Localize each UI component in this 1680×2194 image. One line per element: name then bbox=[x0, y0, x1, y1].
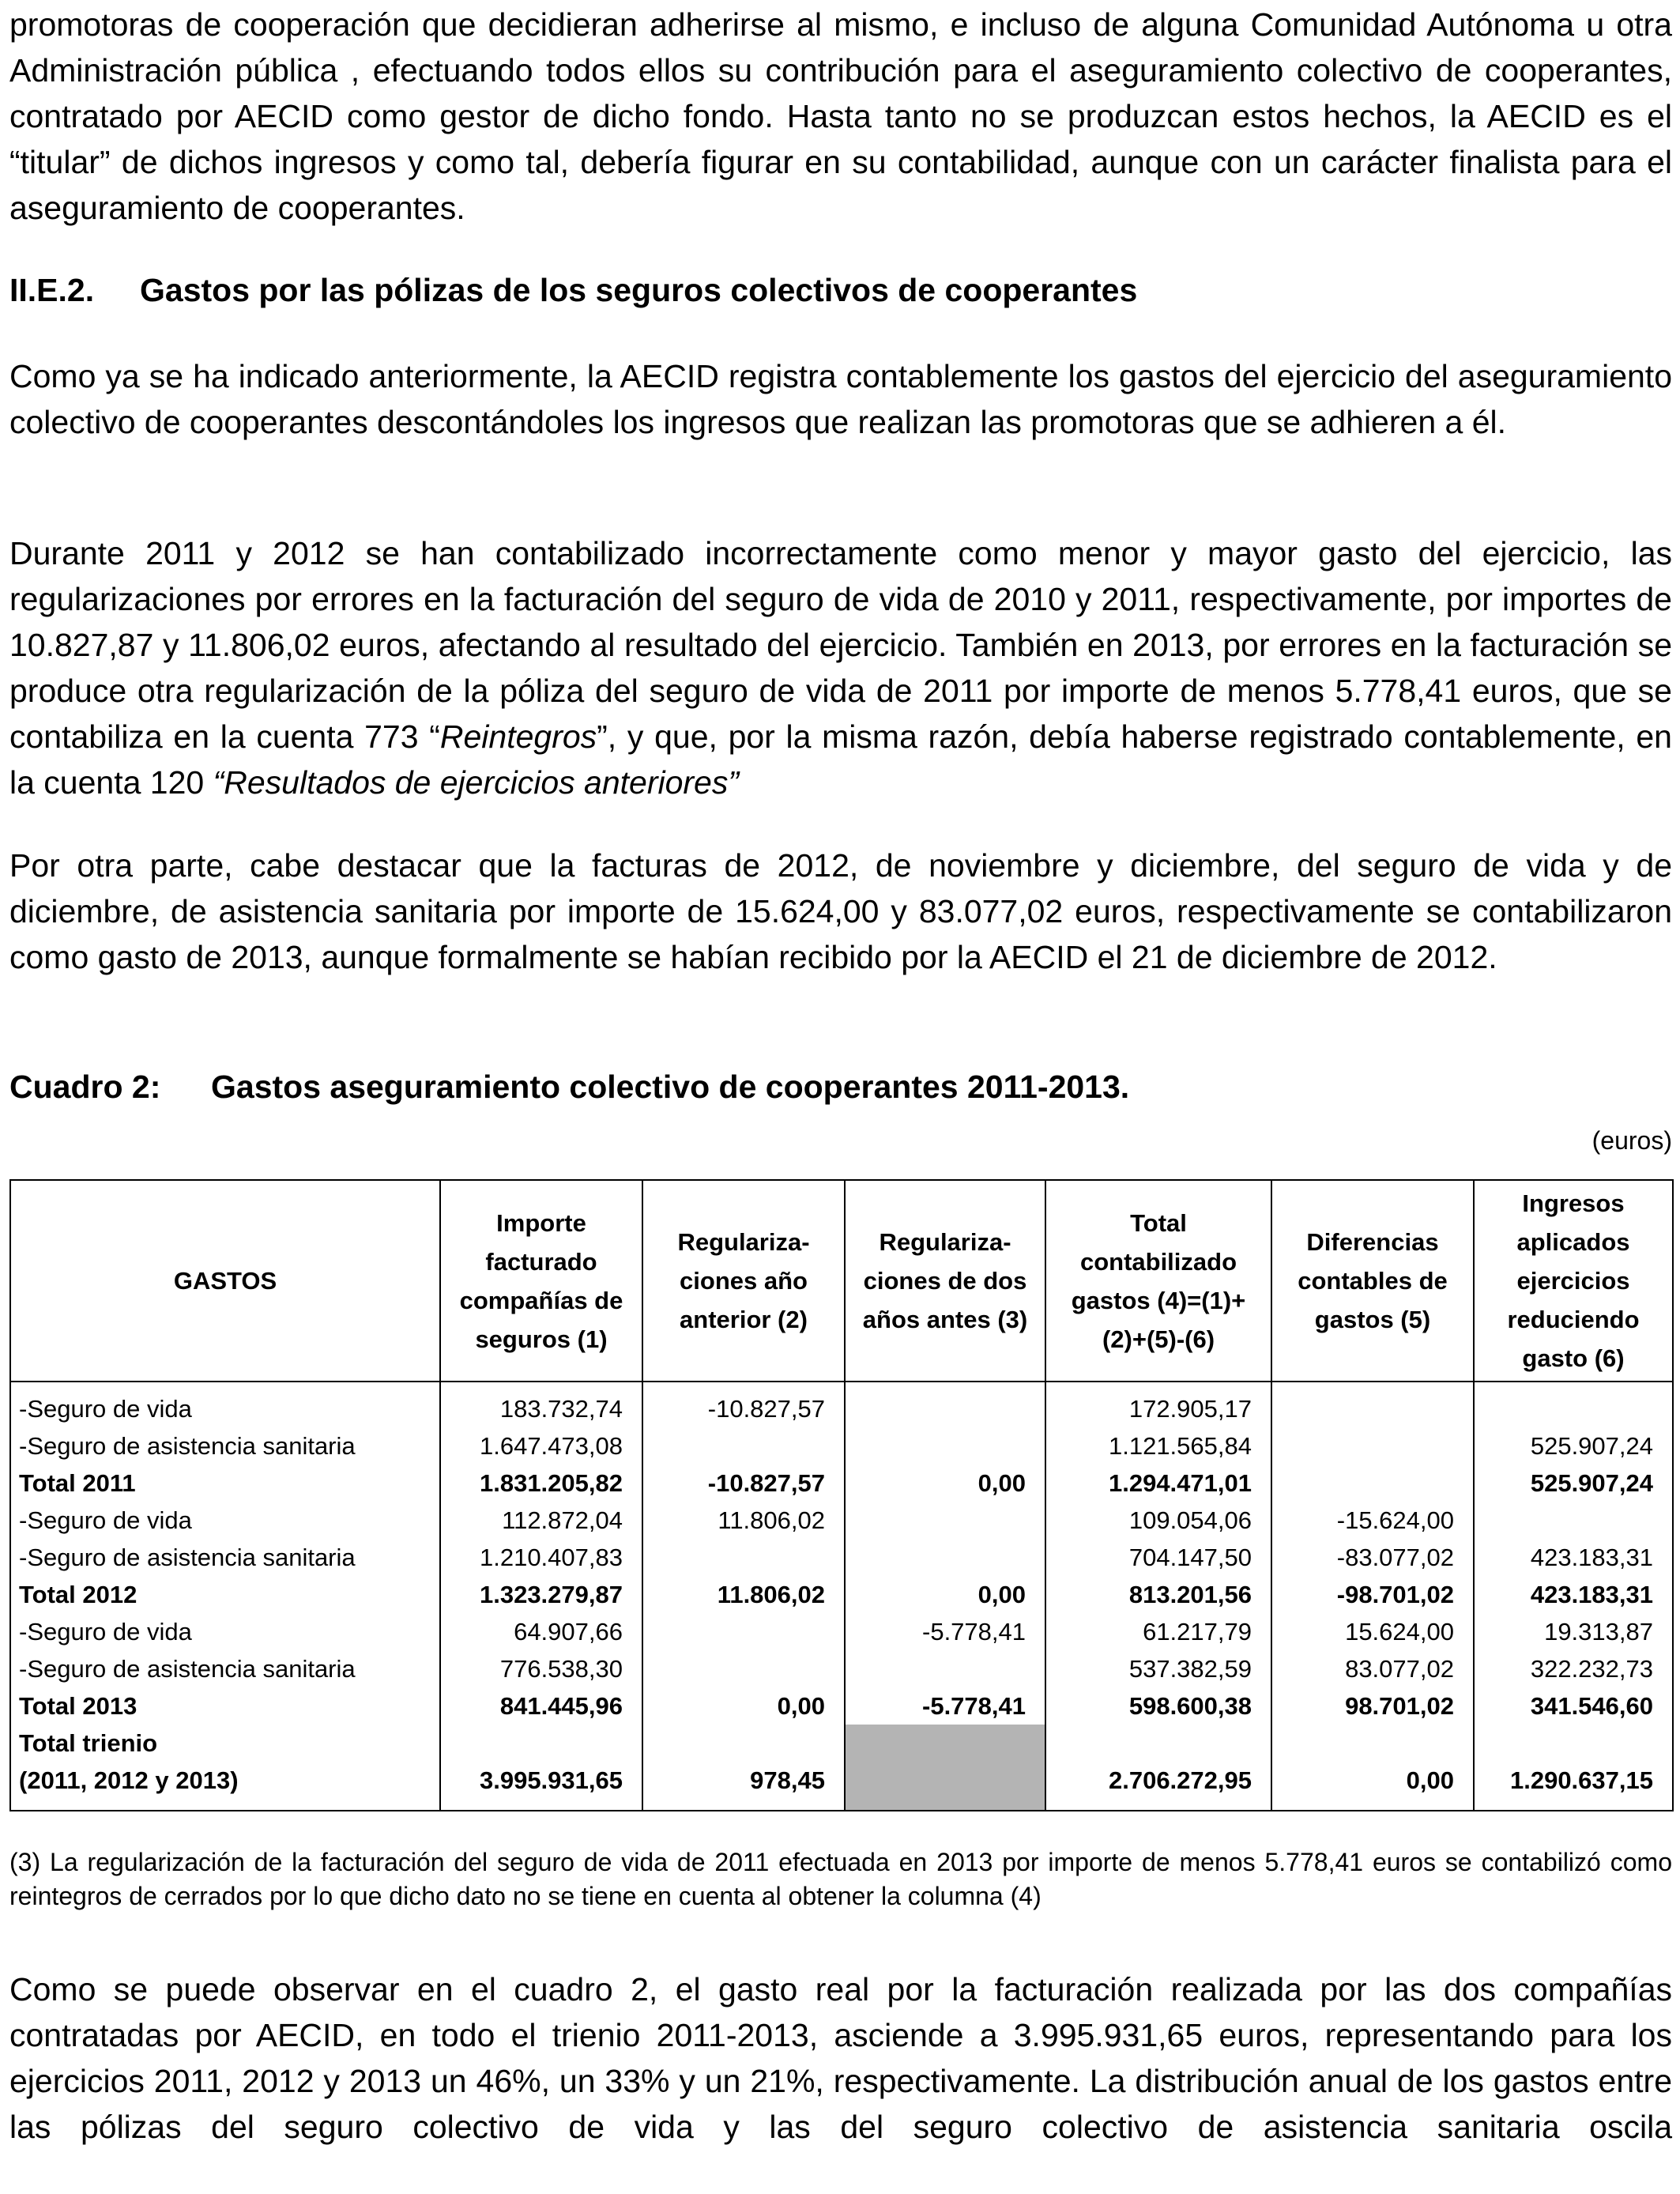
paragraph-regularizaciones bbox=[9, 530, 1672, 805]
cell-reg-anterior bbox=[642, 1539, 845, 1576]
table-footnote: (3) La regularización de la facturación del seguro de vida de 2011 efectuada en 2013 por importe de menos 5.778,41 euros se contabilizó como reintegros de cerrados por lo que dicho dato no se tiene en cuenta al obtener la columna (4) bbox=[9, 1848, 1672, 1910]
cell-importe: 841.445,96 bbox=[440, 1687, 642, 1725]
header-regularizaciones-ano-anterior: Regulariza-ciones año anterior (2) bbox=[642, 1180, 845, 1382]
row-label: Total trienio bbox=[10, 1725, 440, 1762]
cell-ingresos: 341.546,60 bbox=[1474, 1687, 1673, 1725]
cell-total-contabilizado: 1.294.471,01 bbox=[1045, 1465, 1271, 1502]
paragraph-registro: Como ya se ha indicado anteriormente, la AECID registra contablemente los gastos del ejercicio del aseguramiento colectivo de cooperantes descontándoles los ingresos que realizan las promotoras que se adhieren a él. bbox=[9, 358, 1672, 440]
header-regularizaciones-dos-anos: Regulariza-ciones de dos años antes (3) bbox=[845, 1180, 1045, 1382]
cell-total-contabilizado: 537.382,59 bbox=[1045, 1650, 1271, 1687]
row-label: Total 2013 bbox=[10, 1687, 440, 1725]
cell-reg-anterior: 11.806,02 bbox=[642, 1576, 845, 1613]
table-row bbox=[10, 1613, 1673, 1650]
row-label: -Seguro de asistencia sanitaria bbox=[10, 1650, 440, 1687]
cell-total-contabilizado: 704.147,50 bbox=[1045, 1539, 1271, 1576]
cell-reg-anterior bbox=[642, 1613, 845, 1650]
table-heading bbox=[9, 1064, 1129, 1110]
paragraph-intro: promotoras de cooperación que decidieran adherirse al mismo, e incluso de alguna Comunidad Autónoma u otra Administración pública , efectuando todos ellos su contribución para el aseguramiento colectivo de cooperantes, contratado por AECID como gestor de dicho fondo. Hasta tanto no se produzcan estos hechos, la AECID es el “titular” de dichos ingresos y como tal, debería figurar en su contabilidad, aunque con un carácter finalista para el aseguramiento de cooperantes. bbox=[9, 6, 1672, 226]
cell-reg-anterior: 978,45 bbox=[642, 1762, 845, 1811]
cell-reg-anterior bbox=[642, 1427, 845, 1465]
p3-text-b: ”, y que, por la misma razón, debía haberse registrado contablemente, en la cuenta 120 bbox=[9, 718, 1672, 801]
table-row-total-trienio bbox=[10, 1762, 1673, 1811]
section-title: Gastos por las pólizas de los seguros colectivos de cooperantes bbox=[140, 272, 1138, 308]
table-number: Cuadro 2: bbox=[9, 1069, 161, 1105]
table-header-row bbox=[10, 1180, 1673, 1382]
cell-importe: 776.538,30 bbox=[440, 1650, 642, 1687]
cell-diferencias bbox=[1271, 1382, 1474, 1427]
cell-diferencias: 98.701,02 bbox=[1271, 1687, 1474, 1725]
cell-importe: 183.732,74 bbox=[440, 1382, 642, 1427]
row-label: Total 2012 bbox=[10, 1576, 440, 1613]
cell-shaded bbox=[845, 1725, 1045, 1811]
cell-empty bbox=[642, 1725, 845, 1762]
table-row-trienio-label bbox=[10, 1725, 1673, 1762]
cell-diferencias bbox=[1271, 1465, 1474, 1502]
cell-total-contabilizado: 813.201,56 bbox=[1045, 1576, 1271, 1613]
cell-diferencias: -15.624,00 bbox=[1271, 1502, 1474, 1539]
cell-importe: 3.995.931,65 bbox=[440, 1762, 642, 1811]
row-label: Total 2011 bbox=[10, 1465, 440, 1502]
row-label: (2011, 2012 y 2013) bbox=[10, 1762, 440, 1811]
cell-total-contabilizado: 109.054,06 bbox=[1045, 1502, 1271, 1539]
cell-importe: 112.872,04 bbox=[440, 1502, 642, 1539]
cell-empty bbox=[1474, 1725, 1673, 1762]
row-label: -Seguro de vida bbox=[10, 1382, 440, 1427]
paragraph-facturas: Por otra parte, cabe destacar que la facturas de 2012, de noviembre y diciembre, del seguro de vida y de diciembre, de asistencia sanitaria por importe de 15.624,00 y 83.077,02 euros, respectivamente se contabilizaron como gasto de 2013, aunque formalmente se habían recibido por la AECID el 21 de diciembre de 2012. bbox=[9, 847, 1672, 975]
cell-diferencias: 83.077,02 bbox=[1271, 1650, 1474, 1687]
units-label: (euros) bbox=[1591, 1126, 1672, 1155]
cell-reg-anterior: -10.827,57 bbox=[642, 1382, 845, 1427]
cell-diferencias: 15.624,00 bbox=[1271, 1613, 1474, 1650]
cell-importe: 1.647.473,08 bbox=[440, 1427, 642, 1465]
cell-diferencias: -98.701,02 bbox=[1271, 1576, 1474, 1613]
table-row bbox=[10, 1650, 1673, 1687]
cell-reg-dos-anos: -5.778,41 bbox=[845, 1687, 1045, 1725]
cell-ingresos bbox=[1474, 1382, 1673, 1427]
cell-reg-anterior bbox=[642, 1650, 845, 1687]
cell-reg-dos-anos bbox=[845, 1650, 1045, 1687]
cell-reg-dos-anos: -5.778,41 bbox=[845, 1613, 1045, 1650]
p3-text-a: Durante 2011 y 2012 se han contabilizado incorrectamente como menor y mayor gasto del ejercicio, las regularizaciones por errores en la facturación del seguro de vida de 2010 y 2011, respectivamente, por importes de 10.827,87 y 11.806,02 euros, afectando al resultado del ejercicio. También en 2013, por errores en la facturación se produce otra regularización de la póliza del seguro de vida de 2011 por importe de menos 5.778,41 euros, que se contabiliza en la cuenta 773 “ bbox=[9, 535, 1672, 755]
cell-reg-dos-anos bbox=[845, 1502, 1045, 1539]
table-title: Gastos aseguramiento colectivo de cooperantes 2011-2013. bbox=[211, 1069, 1130, 1105]
cell-ingresos: 19.313,87 bbox=[1474, 1613, 1673, 1650]
row-label: -Seguro de asistencia sanitaria bbox=[10, 1539, 440, 1576]
cell-reg-anterior: 11.806,02 bbox=[642, 1502, 845, 1539]
cell-reg-anterior: 0,00 bbox=[642, 1687, 845, 1725]
cell-total-contabilizado: 172.905,17 bbox=[1045, 1382, 1271, 1427]
section-number: II.E.2. bbox=[9, 272, 95, 308]
cell-reg-dos-anos bbox=[845, 1427, 1045, 1465]
cell-empty bbox=[1271, 1725, 1474, 1762]
p3-emphasis-reintegros: Reintegros bbox=[439, 718, 597, 755]
cell-reg-dos-anos: 0,00 bbox=[845, 1465, 1045, 1502]
cell-diferencias: 0,00 bbox=[1271, 1762, 1474, 1811]
cell-importe: 1.323.279,87 bbox=[440, 1576, 642, 1613]
p3-emphasis-resultados: “Resultados de ejercicios anteriores” bbox=[213, 764, 740, 801]
table-row bbox=[10, 1502, 1673, 1539]
cell-ingresos: 525.907,24 bbox=[1474, 1427, 1673, 1465]
cell-total-contabilizado: 2.706.272,95 bbox=[1045, 1762, 1271, 1811]
cell-empty bbox=[1045, 1725, 1271, 1762]
header-importe-facturado: Importe facturado compañías de seguros (1) bbox=[440, 1180, 642, 1382]
table-row-total-2012 bbox=[10, 1576, 1673, 1613]
row-label: -Seguro de vida bbox=[10, 1613, 440, 1650]
cell-ingresos: 1.290.637,15 bbox=[1474, 1762, 1673, 1811]
expenses-table bbox=[9, 1179, 1674, 1811]
table-row bbox=[10, 1427, 1673, 1465]
cell-ingresos: 322.232,73 bbox=[1474, 1650, 1673, 1687]
header-total-contabilizado: Total contabilizado gastos (4)=(1)+(2)+(5)-(6) bbox=[1045, 1180, 1271, 1382]
cell-diferencias bbox=[1271, 1427, 1474, 1465]
section-heading bbox=[9, 267, 1137, 313]
cell-ingresos: 423.183,31 bbox=[1474, 1576, 1673, 1613]
row-label: -Seguro de vida bbox=[10, 1502, 440, 1539]
header-gastos: GASTOS bbox=[10, 1180, 440, 1382]
paragraph-conclusion: Como se puede observar en el cuadro 2, el gasto real por la facturación realizada por las dos compañías contratadas por AECID, en todo el trienio 2011-2013, asciende a 3.995.931,65 euros, representando para los ejercicios 2011, 2012 y 2013 un 46%, un 33% y un 21%, respectivamente. La distribución anual de los gastos entre las pólizas del seguro colectivo de vida y las del seguro colectivo de asistencia sanitaria oscila bbox=[9, 1971, 1672, 2145]
cell-importe: 1.210.407,83 bbox=[440, 1539, 642, 1576]
cell-total-contabilizado: 61.217,79 bbox=[1045, 1613, 1271, 1650]
cell-reg-anterior: -10.827,57 bbox=[642, 1465, 845, 1502]
cell-reg-dos-anos bbox=[845, 1539, 1045, 1576]
cell-ingresos: 423.183,31 bbox=[1474, 1539, 1673, 1576]
cell-total-contabilizado: 1.121.565,84 bbox=[1045, 1427, 1271, 1465]
cell-empty bbox=[440, 1725, 642, 1762]
cell-importe: 64.907,66 bbox=[440, 1613, 642, 1650]
header-diferencias-contables: Diferencias contables de gastos (5) bbox=[1271, 1180, 1474, 1382]
cell-reg-dos-anos: 0,00 bbox=[845, 1576, 1045, 1613]
header-ingresos-aplicados: Ingresos aplicados ejercicios reduciendo gasto (6) bbox=[1474, 1180, 1673, 1382]
table-row-total-2011 bbox=[10, 1465, 1673, 1502]
cell-total-contabilizado: 598.600,38 bbox=[1045, 1687, 1271, 1725]
table-row bbox=[10, 1382, 1673, 1427]
cell-reg-dos-anos bbox=[845, 1382, 1045, 1427]
cell-importe: 1.831.205,82 bbox=[440, 1465, 642, 1502]
table-row-total-2013 bbox=[10, 1687, 1673, 1725]
cell-diferencias: -83.077,02 bbox=[1271, 1539, 1474, 1576]
table-row bbox=[10, 1539, 1673, 1576]
cell-ingresos: 525.907,24 bbox=[1474, 1465, 1673, 1502]
cell-ingresos bbox=[1474, 1502, 1673, 1539]
row-label: -Seguro de asistencia sanitaria bbox=[10, 1427, 440, 1465]
